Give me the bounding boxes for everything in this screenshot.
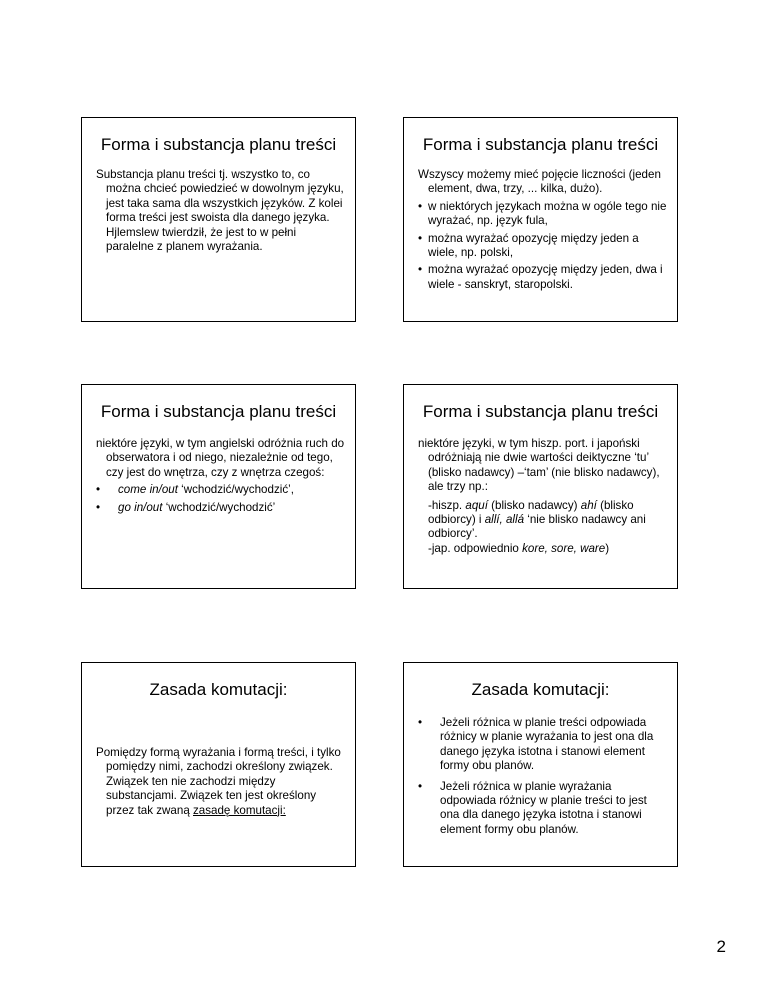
slide-5 (81, 662, 356, 867)
text-run: kore, sore, ware (522, 541, 606, 555)
list-item-text: Jeżeli różnica w planie treści odpowiada różnicy w planie wyrażania to jest ona dla danego języka istotna i stanowi element formy obu planów. (440, 716, 654, 773)
bullet-icon: • (96, 483, 101, 497)
example-term: go in/out (118, 500, 163, 514)
text-run: allí, allá (484, 513, 525, 527)
list-item-text: można wyrażać opozycję między jeden, dwa i wiele - sanskryt, staropolski. (428, 263, 663, 291)
example-gloss: ‘wchodzić/wychodzić’ (162, 500, 276, 514)
slide-title: Forma i substancja planu treści (422, 402, 659, 421)
text-run: ahí (580, 498, 597, 512)
slide-title: Zasada komutacji: (149, 680, 288, 699)
text-run: -jap. odpowiednio (428, 541, 523, 555)
example-gloss: ‘wchodzić/wychodzić’, (177, 483, 294, 497)
slide-title: Zasada komutacji: (471, 680, 610, 699)
slide-text (96, 746, 345, 818)
text-run: Pomiędzy formą wyrażania i formą treści, i tylko pomiędzy nimi, zachodzi określony związek. Związek ten nie zachodzi między substancjami. Związek ten jest określony przez tak zwaną (96, 746, 341, 817)
example-term: come in/out (118, 483, 178, 497)
list-item (96, 483, 345, 497)
bullet-icon: • (418, 263, 423, 277)
list-item (418, 232, 667, 261)
slide-title: Forma i substancja planu treści (422, 135, 659, 154)
list-item (418, 780, 667, 838)
slide-intro: Wszyscy możemy mieć pojęcie liczności (jeden element, dwa, trzy, ... kilka, dużo). (418, 168, 661, 196)
example-japanese (418, 542, 667, 556)
slide-1 (81, 117, 356, 322)
bullet-icon: • (418, 199, 423, 213)
slide-text: Substancja planu treści tj. wszystko to, co można chcieć powiedzieć w dowolnym języku, jest taka sama dla wszystkich języków. Z kolei forma treści jest swoista dla danego języka. Hjlemslew twierdził, że jest to w pełni paralelne z planem wyrażania. (96, 168, 344, 254)
text-run: -hiszp. (428, 498, 466, 512)
slide-intro: niektóre języki, w tym angielski odróżnia ruch do obserwatora i od niego, niezależnie od tego, czy jest do wnętrza, czy z wnętrza czegoś: (96, 437, 345, 479)
list-item-text: można wyrażać opozycję między jeden a wiele, np. polski, (428, 231, 639, 260)
slide-4 (403, 384, 678, 589)
text-run: aquí (465, 498, 488, 512)
list-item (96, 501, 345, 515)
slide-6 (403, 662, 678, 867)
list-item (418, 716, 667, 774)
text-run: ) (605, 541, 610, 555)
list-item-text: Jeżeli różnica w planie wyrażania odpowiada różnicy w planie treści to jest ona dla danego języka istotna i stanowi element formy obu planów. (440, 779, 647, 836)
slide-title: Forma i substancja planu treści (100, 402, 337, 421)
underlined-term: zasadę komutacji: (193, 803, 286, 817)
text-run: (blisko odbiorcy) i (428, 498, 634, 527)
example-spanish (418, 499, 667, 542)
list-item (418, 263, 667, 292)
text-run: ‘nie blisko nadawcy ani odbiorcy’. (428, 513, 646, 541)
bullet-icon: • (418, 231, 423, 245)
slide-intro: niektóre języki, w tym hiszp. port. i japoński odróżniają nie dwie wartości deiktyczne ‘tu’ (blisko nadawcy) –‘tam’ (nie blisko nadawcy), ale trzy np.: (418, 437, 660, 494)
list-item (418, 200, 667, 229)
bullet-icon: • (96, 500, 101, 514)
slide-2 (403, 117, 678, 322)
list-item-text: w niektórych językach można w ogóle tego nie wyrażać, np. język fula, (428, 199, 667, 228)
text-run: (blisko nadawcy) (487, 498, 581, 512)
slide-3 (81, 384, 356, 589)
bullet-icon: • (418, 779, 423, 793)
slide-title: Forma i substancja planu treści (100, 135, 337, 154)
page-number: 2 (716, 937, 726, 956)
bullet-icon: • (418, 716, 423, 729)
